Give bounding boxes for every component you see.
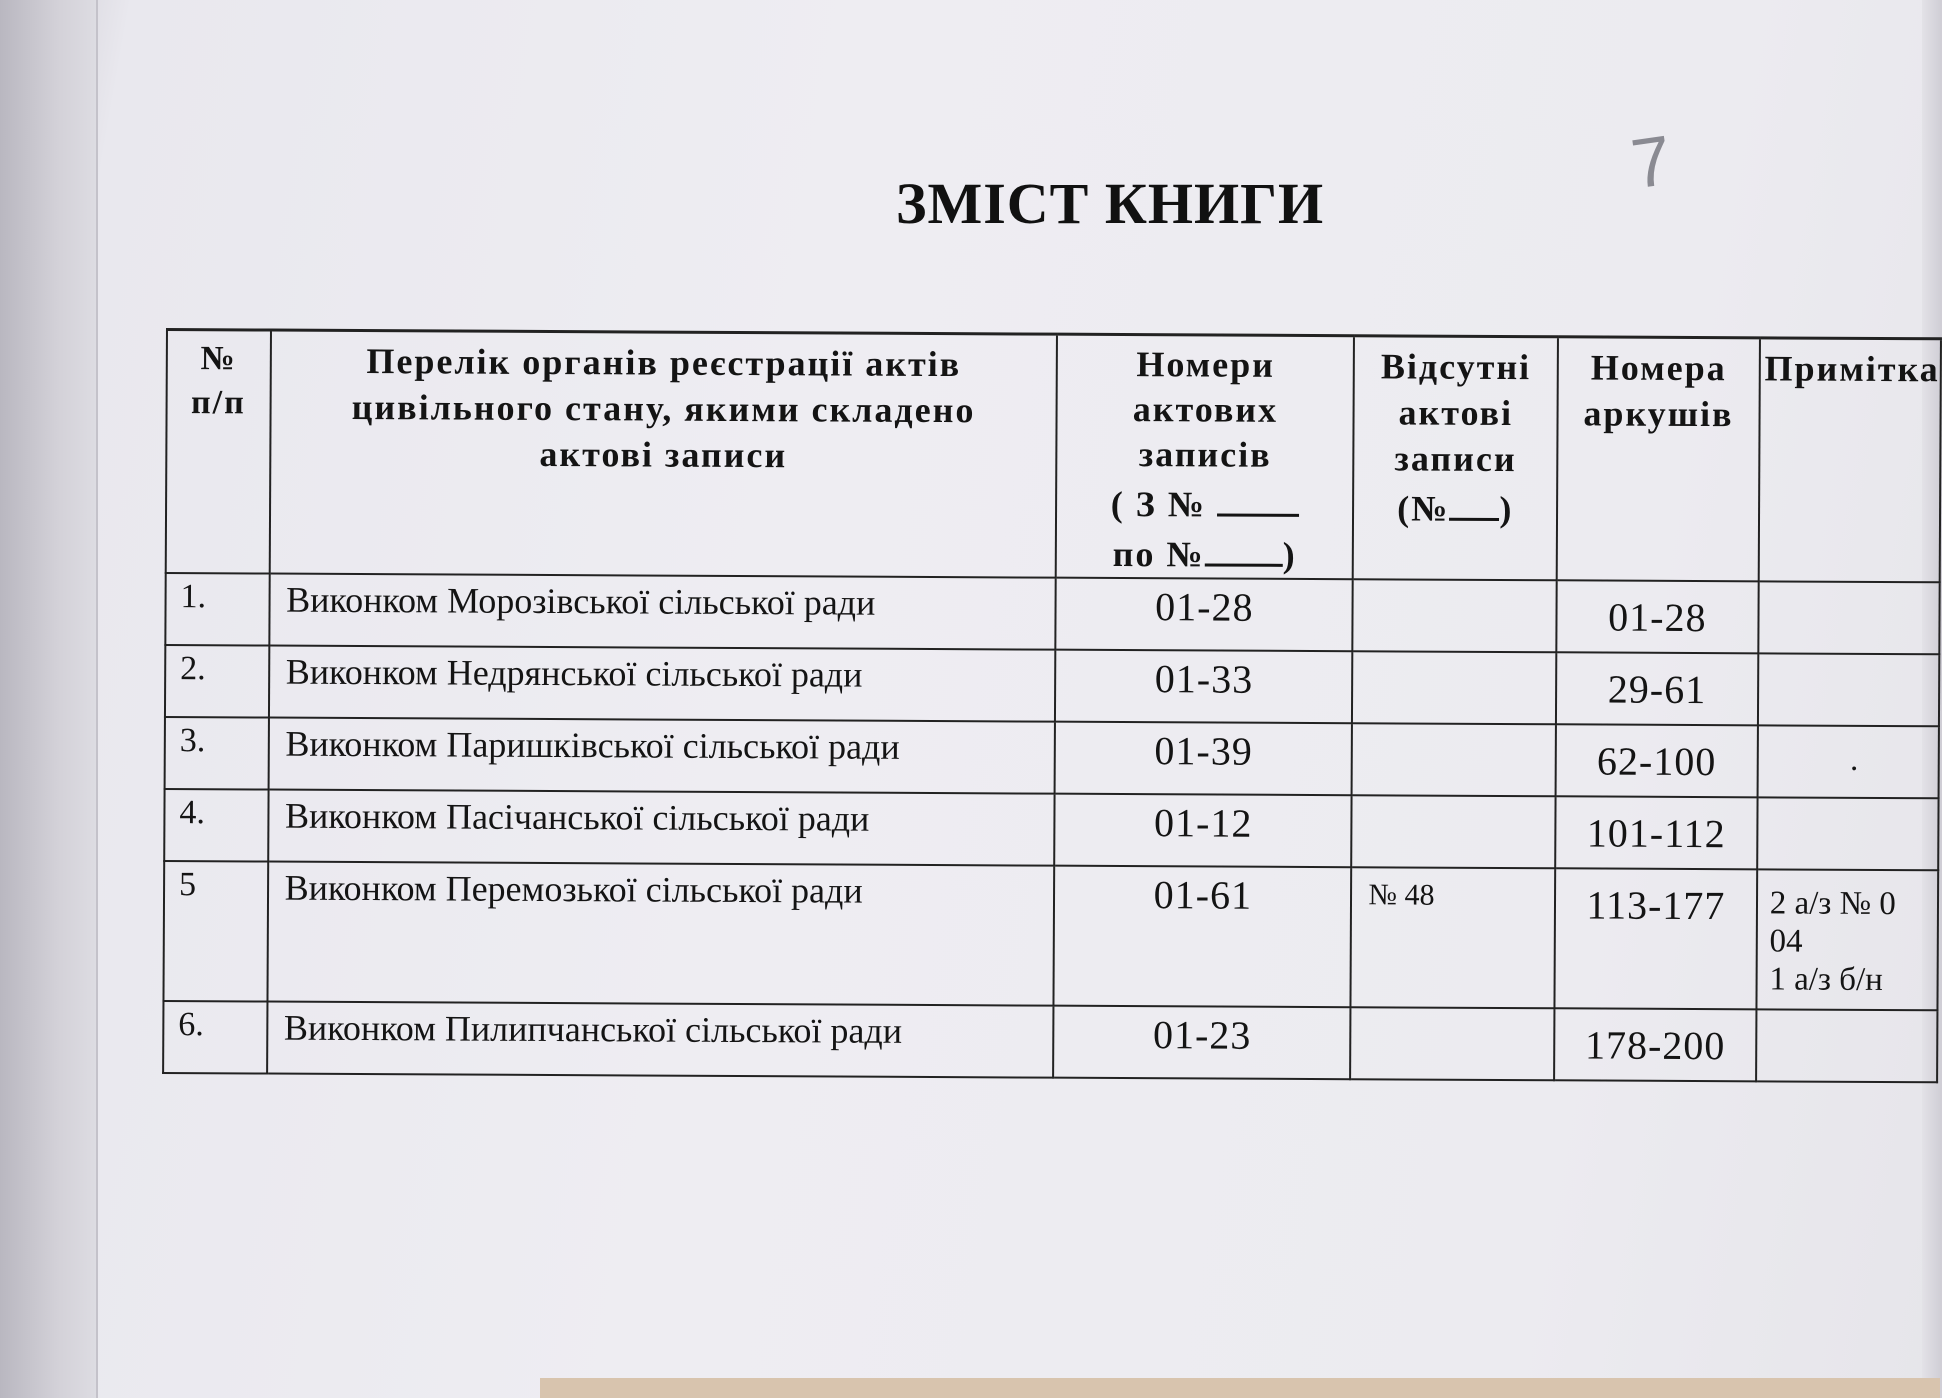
- header-record-close: ): [1282, 534, 1297, 575]
- header-note: Примітка: [1758, 338, 1941, 582]
- row-number: 1.: [165, 573, 269, 646]
- header-missing-open: (№: [1397, 488, 1450, 529]
- header-missing-records: [1353, 336, 1558, 581]
- row-organization: Виконком Перемозької сільської ради: [267, 862, 1054, 1006]
- header-missing-close: ): [1499, 488, 1514, 530]
- row-record-numbers: 01-39: [1055, 722, 1352, 796]
- row-number: 6.: [163, 1001, 267, 1074]
- row-organization: Виконком Пилипчанської сільської ради: [267, 1002, 1054, 1078]
- header-record-numbers: [1056, 334, 1354, 579]
- blank-line: [1217, 478, 1299, 517]
- header-missing-number: [1354, 481, 1556, 532]
- row-number: 4.: [164, 789, 268, 862]
- row-record-numbers: 01-12: [1055, 794, 1352, 868]
- header-missing-label: Відсутні актові записи: [1380, 346, 1532, 480]
- row-number: 2.: [165, 645, 269, 718]
- row-note: .: [1757, 725, 1939, 798]
- row-missing-records: [1352, 723, 1556, 796]
- blank-line: [1205, 527, 1283, 566]
- row-missing-records: [1350, 1007, 1554, 1080]
- row-note: [1758, 653, 1940, 726]
- row-missing-records: [1352, 651, 1556, 724]
- row-record-numbers: 01-33: [1055, 650, 1352, 724]
- row-number: 5: [163, 861, 267, 1002]
- row-sheet-numbers: 01-28: [1556, 580, 1758, 653]
- table-row: [165, 645, 1939, 726]
- handwritten-page-number: 7: [1626, 120, 1677, 204]
- page-title: ЗМІСТ КНИГИ: [895, 171, 1325, 236]
- table-row: [163, 1001, 1937, 1082]
- header-record-from: [1057, 477, 1352, 529]
- table-row: [164, 789, 1938, 870]
- table-header-row: [166, 330, 1941, 583]
- row-missing-records: [1352, 795, 1556, 868]
- row-sheet-numbers: 113-177: [1555, 868, 1757, 1009]
- header-num: № п/п: [166, 330, 271, 574]
- row-note: [1757, 797, 1939, 870]
- row-sheet-numbers: 62-100: [1556, 724, 1758, 797]
- row-note: 2 а/з № 0 04 1 а/з б/н: [1756, 869, 1938, 1010]
- header-record-to-label: по №: [1112, 533, 1205, 575]
- row-record-numbers: 01-23: [1053, 1006, 1350, 1080]
- row-organization: Виконком Паришківської сільської ради: [268, 718, 1055, 794]
- header-organization: Перелік органів реєстрації актів цивільного стану, якими складено актові записи: [269, 330, 1057, 578]
- row-note: [1758, 581, 1940, 654]
- row-organization: Виконком Морозівської сільської ради: [269, 574, 1056, 650]
- row-sheet-numbers: 178-200: [1554, 1008, 1756, 1081]
- row-organization: Виконком Пасічанської сільської ради: [268, 790, 1055, 866]
- contents-table: [162, 328, 1942, 1083]
- row-organization: Виконком Недрянської сільської ради: [269, 646, 1056, 722]
- table-row: [163, 861, 1938, 1010]
- row-missing-records: [1353, 579, 1557, 652]
- row-missing-records: № 48: [1351, 867, 1555, 1008]
- header-record-to: [1057, 527, 1352, 579]
- row-record-numbers: 01-61: [1054, 866, 1352, 1008]
- table-row: [165, 573, 1939, 654]
- row-sheet-numbers: 101-112: [1555, 796, 1757, 869]
- bottom-background-strip: [540, 1378, 1940, 1398]
- row-record-numbers: 01-28: [1056, 578, 1353, 652]
- table-row: [165, 717, 1939, 798]
- row-number: 3.: [165, 717, 269, 790]
- row-sheet-numbers: 29-61: [1556, 652, 1758, 725]
- blank-line: [1449, 482, 1499, 521]
- header-sheet-numbers: Номера аркушів: [1557, 337, 1760, 582]
- header-record-numbers-label: Номери актових записів: [1132, 344, 1279, 475]
- row-note: [1756, 1009, 1938, 1082]
- header-record-from-label: ( З №: [1110, 483, 1207, 525]
